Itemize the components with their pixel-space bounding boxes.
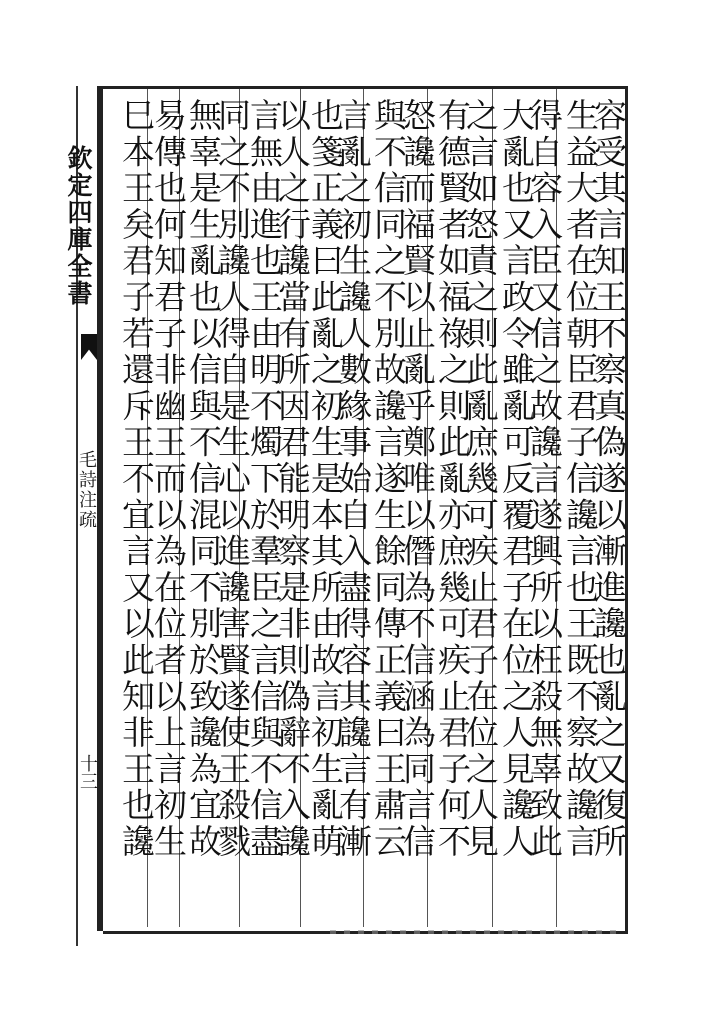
text-column: 怒讒而福賢以止亂乎鄭唯以僭為不信涵為同言信 (398, 98, 437, 861)
text-column: 之言如怒責之則此亂庶幾可疾止君子在位之人見 (461, 98, 500, 861)
book-title: 毛詩注疏 (76, 450, 97, 530)
text-column: 容受其言知王不察真偽遂以漸進讒也亂之又復所 (589, 98, 628, 861)
text-column: 與不信同之不別故讒言遂生餘同傳正義曰王肅云 (369, 98, 408, 861)
text-column: 言亂之初生讒人數緣事始自入盡得容其讒言有漸 (334, 98, 373, 861)
text-column: 也箋正義曰此亂之初生是本其所由故言初生亂萌 (306, 98, 345, 861)
text-column: 以人之行讒當有所因君能明察是非則偽辭不入讒 (273, 98, 312, 861)
text-column: 巳本王矣君子若還斥王不宜言又以此知非王也讒 (117, 98, 156, 861)
text-column: 言無由進也王由明不燭下於羣臣之言信與不信盡 (245, 98, 284, 861)
text-column: 同之不別讒人得自是生心以進讒害賢遂使王殺戮 (213, 98, 252, 861)
text-column: 易傳也何知君子非幽王而以為在位者以上言初生 (149, 98, 188, 861)
text-column: 得自容入臣又信之故讒言遂興所以枉殺無辜致此 (525, 98, 564, 861)
text-column: 有德賢者如福祿之則此亂亦庶幾可疾止君子何不 (433, 98, 472, 861)
series-title: 欽定四庫全書 (64, 145, 93, 307)
text-column: 大亂也又言政令雖亂可反覆君子在位之人見讒人 (497, 98, 536, 861)
bottom-shadow-strip (330, 930, 620, 934)
page-number: 十三 (77, 754, 98, 790)
text-column: 生益大者在位朝臣君子信讒言也王既不察故讒言 (561, 98, 600, 861)
text-column: 無辜是生亂也以信與不信混同不別於致讒為宜故 (184, 98, 223, 861)
